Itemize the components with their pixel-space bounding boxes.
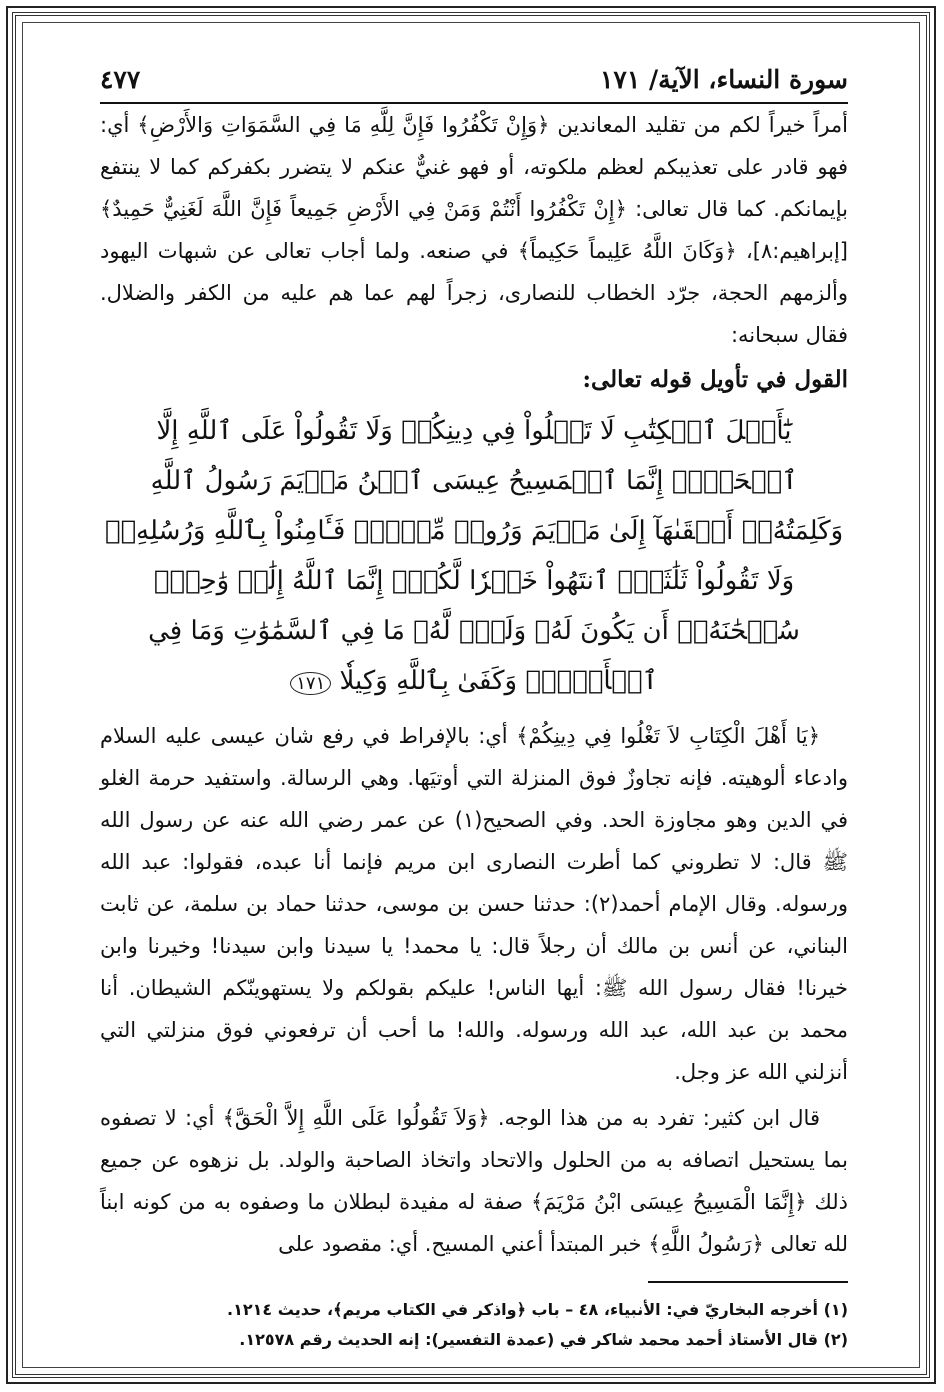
quran-verse	[100, 406, 848, 709]
page-number: ٤٧٧	[100, 65, 141, 94]
book-page	[100, 58, 848, 1355]
section-heading: القول في تأويل قوله تعالى:	[582, 366, 848, 393]
running-header	[100, 58, 848, 94]
footnote-1: (١) أخرجه البخاريّ في: الأنبياء، ٤٨ – باب ﴿واذكر في الكتاب مريم﴾، حديث ١٢١٤.	[227, 1300, 848, 1319]
verse-text: يَٰٓأَهۡلَ ٱلۡكِتَٰبِ لَا تَغۡلُواْ فِي دِينِكُمۡ وَلَا تَقُولُواْ عَلَى ٱللَّهِ إِلَّا ٱلۡحَقَّۚ إِنَّمَا ٱلۡمَسِيحُ عِيسَى ٱبۡنُ مَرۡيَمَ رَسُولُ ٱللَّهِ وَكَلِمَتُهُۥٓ أَلۡقَىٰهَآ إِلَىٰ مَرۡيَمَ وَرُوحٞ مِّنۡهُۖ فَـَٔامِنُواْ بِٱللَّهِ وَرُسُلِهِۦۖ وَلَا تَقُولُواْ ثَلَٰثَةٌۚ ٱنتَهُواْ خَيۡرٗا لَّكُمۡۚ إِنَّمَا ٱللَّهُ إِلَٰهٞ وَٰحِدٞۖ سُبۡحَٰنَهُۥٓ أَن يَكُونَ لَهُۥ وَلَدٞۘ لَّهُۥ مَا فِي ٱلسَّمَٰوَٰتِ وَمَا فِي ٱلۡأَرۡضِۗ وَكَفَىٰ بِٱللَّهِ وَكِيلٗا	[104, 416, 844, 696]
commentary-paragraph-2: قال ابن كثير: تفرد به من هذا الوجه. ﴿وَلاَ تَقُولُوا عَلَى اللَّهِ إِلاَّ الْحَقَّ﴾ أي: لا تصفوه بما يستحيل اتصافه به من الحلول والاتحاد واتخاذ الصاحبة والولد. بل نزهوه عن جميع ذلك ﴿إِنَّمَا الْمَسِيحُ عِيسَى ابْنُ مَرْيَمَ﴾ صفة له مفيدة لبطلان ما وصفوه به من كونه ابناً لله تعالى ﴿رَسُولُ اللَّهِ﴾ خبر المبتدأ أعني المسيح. أي: مقصود على	[100, 1106, 848, 1256]
footnote-rule	[648, 1281, 848, 1283]
commentary	[100, 715, 848, 1265]
running-title: سورة النساء، الآية/ ١٧١	[600, 65, 848, 94]
commentary-paragraph-1: ﴿يَا أَهْلَ الْكِتَابِ لاَ تَغْلُوا فِي دِينِكُمْ﴾ أي: بالإفراط في رفع شان عيسى عليه السلام وادعاء ألوهيته. فإنه تجاوزٌ فوق المنزلة التي أوتيَها. وهي الرسالة. واستفيد حرمة الغلو في الدين وهو مجاوزة الحد. وفي الصحيح(١) عن عمر رضي الله عنه عن رسول الله ﷺ قال: لا تطروني كما أطرت النصارى ابن مريم فإنما أنا عبده، فقولوا: عبد الله ورسوله. وقال الإمام أحمد(٢): حدثنا حسن بن موسى، حدثنا حماد بن سلمة، عن ثابت البناني، عن أنس بن مالك أن رجلاً قال: يا محمد! يا سيدنا وابن سيدنا! وخيرنا وابن خيرنا! فقال رسول الله ﷺ: أيها الناس! عليكم بقولكم ولا يستهوينّكم الشيطان. أنا محمد بن عبد الله، عبد الله ورسوله. والله! ما أحب أن ترفعوني فوق منزلتي التي أنزلني الله عز وجل.	[100, 724, 848, 1084]
verse-number-marker: ١٧١	[290, 672, 331, 695]
intro-paragraph	[100, 104, 848, 356]
footnote-2: (٢) قال الأستاذ أحمد محمد شاكر في (عمدة التفسير): إنه الحديث رقم ١٢٥٧٨.	[239, 1330, 848, 1349]
intro-paragraph-text: أمراً خيراً لكم من تقليد المعاندين ﴿وَإِنْ تَكْفُرُوا فَإِنَّ لِلَّهِ مَا فِي السَّمَوَاتِ وَالأَرْضِ﴾ أي: فهو قادر على تعذيبكم لعظم ملكوته، أو فهو غنيٌّ عنكم لا يتضرر بكفركم كما لا ينتفع بإيمانكم. كما قال تعالى: ﴿إِنْ تَكْفُرُوا أَنْتُمْ وَمَنْ فِي الأَرْضِ جَمِيعاً فَإِنَّ اللَّهَ لَغَنِيٌّ حَمِيدٌ﴾ [إبراهيم:٨]، ﴿وَكَانَ اللَّهُ عَلِيماً حَكِيماً﴾ في صنعه. ولما أجاب تعالى عن شبهات اليهود وألزمهم الحجة، جرّد الخطاب للنصارى، زجراً لهم عما هم عليه من الكفر والضلال. فقال سبحانه:	[100, 113, 848, 347]
